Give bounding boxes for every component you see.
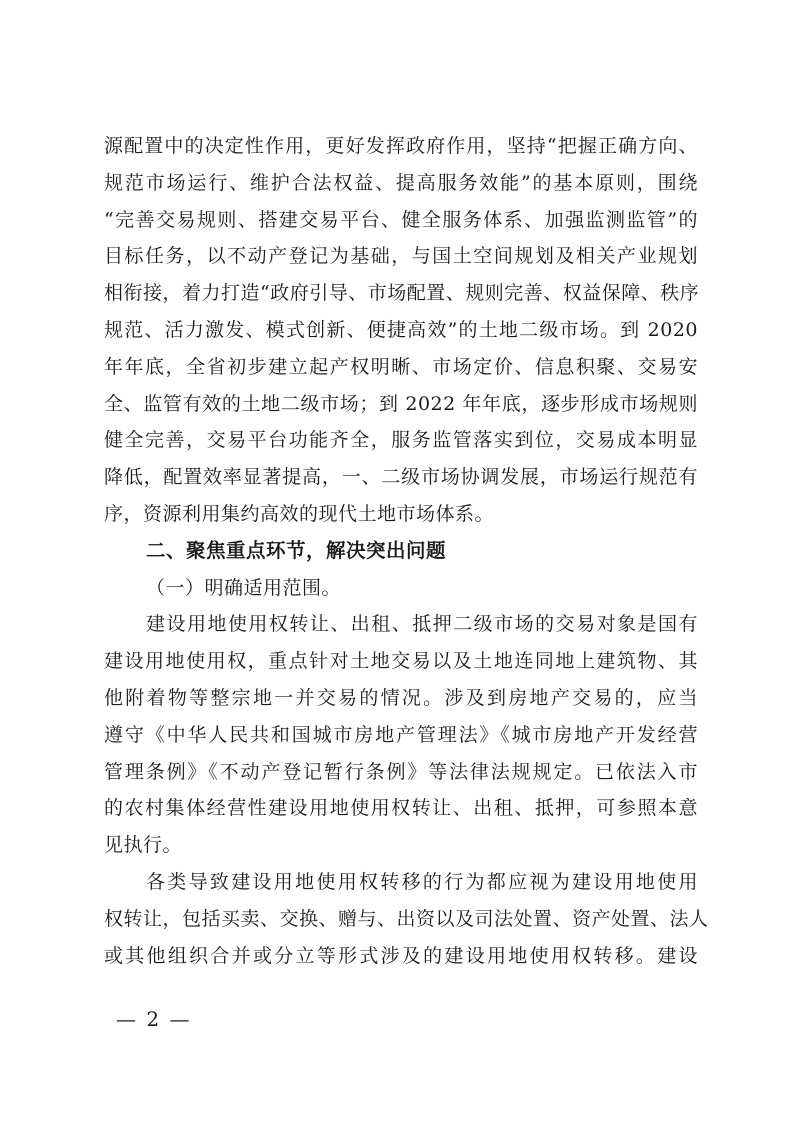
text-line: 遵守《中华人民共和国城市房地产管理法》《城市房地产开发经营 [104, 723, 698, 746]
text-line: 权转让，包括买卖、交换、赠与、出资以及司法处置、资产处置、法人 [104, 907, 709, 930]
subsection-heading: （一）明确适用范围。 [146, 576, 342, 599]
page-number: — 2 — [116, 1007, 192, 1031]
text-line: 健全完善，交易平台功能齐全，服务监管落实到位，交易成本明显 [104, 429, 698, 452]
text-line: “完善交易规则、搭建交易平台、健全服务体系、加强监测监管”的 [104, 208, 698, 231]
section-heading: 二、聚焦重点环节，解决突出问题 [146, 538, 447, 562]
text-line: 目标任务，以不动产登记为基础，与国土空间规划及相关产业规划 [104, 245, 698, 268]
text-line: 相衔接，着力打造“政府引导、市场配置、规则完善、权益保障、秩序 [104, 282, 700, 305]
text-line: 管理条例》《不动产登记暂行条例》等法律法规规定。已依法入市 [104, 760, 698, 783]
text-line: 建设用地使用权，重点针对土地交易以及土地连同地上建筑物、其 [104, 650, 698, 673]
text-line: 规范、活力激发、模式创新、便捷高效”的土地二级市场。到 2020 [104, 318, 698, 341]
text-line: 源配置中的决定性作用，更好发挥政府作用，坚持“把握正确方向、 [104, 135, 698, 157]
paragraph-2 [104, 606, 698, 864]
text-line: 年年底，全省初步建立起产权明晰、市场定价、信息积聚、交易安 [104, 355, 698, 378]
paragraph-1 [104, 128, 698, 533]
text-line: 全、监管有效的土地二级市场；到 2022 年年底，逐步形成市场规则 [104, 392, 698, 415]
text-line: 各类导致建设用地使用权转移的行为都应视为建设用地使用 [146, 870, 698, 893]
text-line: 或其他组织合并或分立等形式涉及的建设用地使用权转移。建设 [104, 944, 698, 967]
text-line: 他附着物等整宗地一并交易的情况。涉及到房地产交易的，应当 [104, 686, 698, 709]
text-line: 建设用地使用权转让、出租、抵押二级市场的交易对象是国有 [146, 613, 698, 636]
body-text [104, 128, 709, 974]
text-line: 降低，配置效率显著提高，一、二级市场协调发展，市场运行规范有 [104, 466, 698, 489]
text-line: 序，资源利用集约高效的现代土地市场体系。 [104, 502, 495, 525]
text-line: 规范市场运行、维护合法权益、提高服务效能”的基本原则，围绕 [104, 171, 698, 194]
paragraph-3 [104, 864, 709, 974]
text-line: 的农村集体经营性建设用地使用权转让、出租、抵押，可参照本意 [104, 797, 698, 820]
text-line: 见执行。 [104, 834, 183, 857]
